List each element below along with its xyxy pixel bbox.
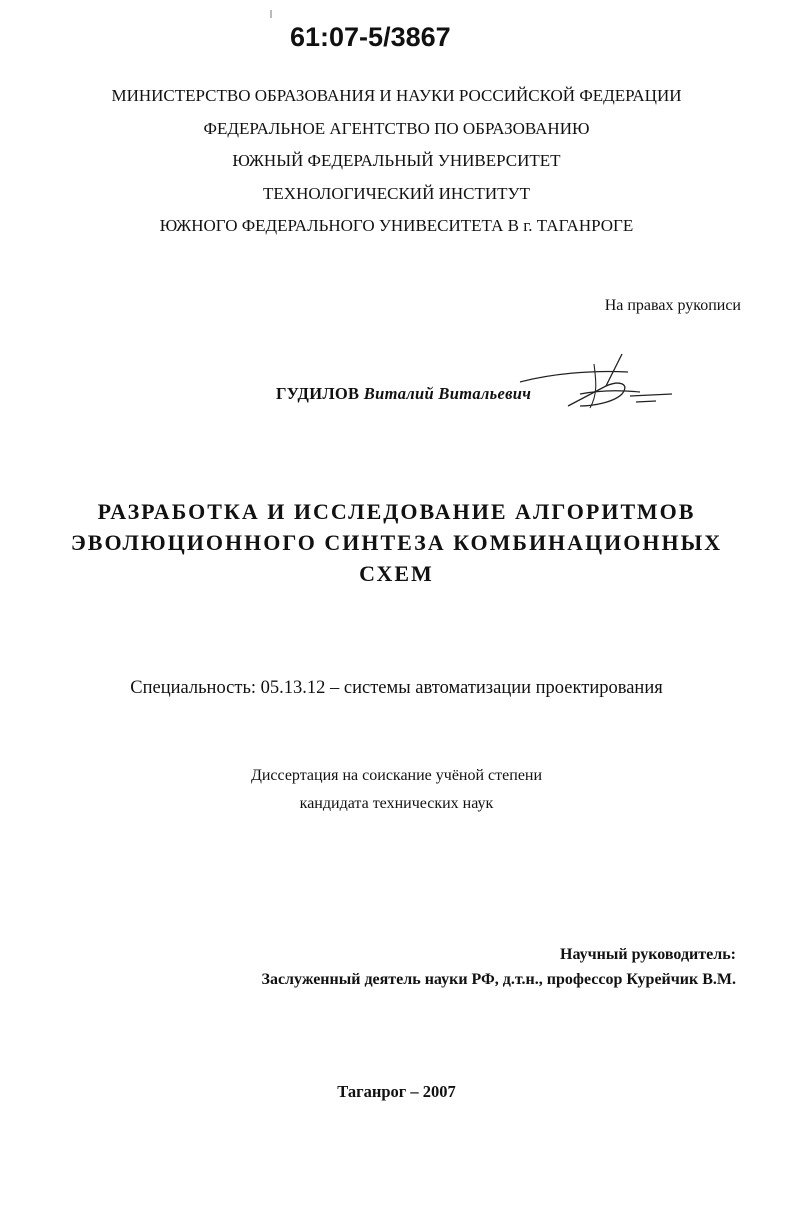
archive-code: 61:07-5/3867 [290, 22, 451, 52]
header-line-institute: ТЕХНОЛОГИЧЕСКИЙ ИНСТИТУТ [263, 183, 530, 203]
dissertation-title [0, 496, 793, 589]
signature-icon [510, 350, 680, 420]
degree-line-2: кандидата технических наук [299, 795, 494, 812]
author-name [276, 384, 531, 404]
specialty: Специальность: 05.13.12 – системы автоматизации проектирования [130, 678, 663, 698]
title-line-3: СХЕМ [359, 561, 434, 586]
rights-note: На правах рукописи [604, 297, 741, 314]
author-surname: ГУДИЛОВ [276, 384, 360, 403]
scan-mark [270, 10, 272, 18]
degree-statement [0, 762, 793, 818]
institution-header [0, 80, 793, 243]
place-year: Таганрог – 2007 [337, 1082, 456, 1101]
header-line-ministry: МИНИСТЕРСТВО ОБРАЗОВАНИЯ И НАУКИ РОССИЙСКОЙ ФЕДЕРАЦИИ [111, 86, 682, 105]
header-line-institute-location: ЮЖНОГО ФЕДЕРАЛЬНОГО УНИВЕСИТЕТА В г. ТАГАНРОГЕ [159, 216, 634, 235]
title-line-2: ЭВОЛЮЦИОННОГО СИНТЕЗА КОМБИНАЦИОННЫХ [70, 530, 723, 555]
degree-line-1: Диссертация на соискание учёной степени [250, 767, 543, 784]
supervisor-name: Заслуженный деятель науки РФ, д.т.н., профессор Курейчик В.М. [261, 971, 736, 988]
supervisor-block [262, 942, 737, 992]
header-line-agency: ФЕДЕРАЛЬНОЕ АГЕНТСТВО ПО ОБРАЗОВАНИЮ [203, 118, 590, 138]
supervisor-label: Научный руководитель: [560, 946, 736, 963]
header-line-university: ЮЖНЫЙ ФЕДЕРАЛЬНЫЙ УНИВЕРСИТЕТ [232, 151, 561, 170]
title-line-1: РАЗРАБОТКА И ИССЛЕДОВАНИЕ АЛГОРИТМОВ [97, 499, 696, 524]
author-given-names: Виталий Витальевич [363, 384, 532, 403]
